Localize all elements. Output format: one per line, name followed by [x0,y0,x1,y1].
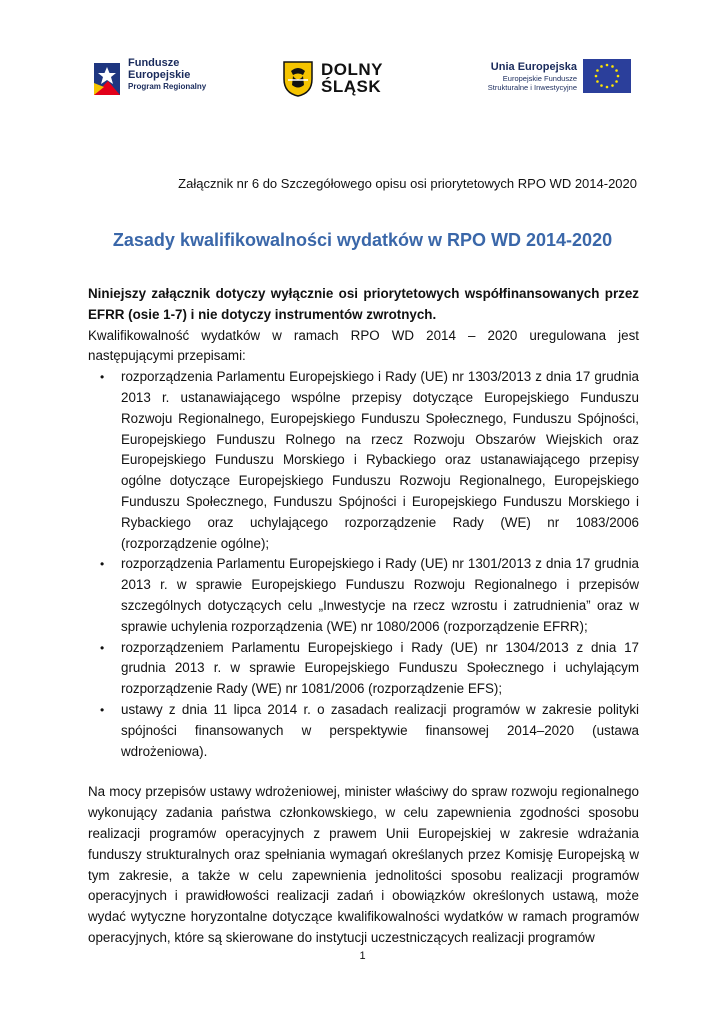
list-item-text: rozporządzenia Parlamentu Europejskiego i Rady (UE) nr 1303/2013 z dnia 17 grudnia 2013 r. ustanawiającego wspólne przepisy dotyczące Europejskiego Funduszu Rozwoju Regionalnego, Europejskiego Funduszu Społecznego, Funduszu Spójności, Europejskiego Funduszu Rolnego na rzecz Rozwoju Obszarów Wiejskich oraz Europejskiego Funduszu Morskiego i Rybackiego oraz ustanawiającego przepisy ogólne dotyczące Europejskiego Funduszu Rozwoju Regionalnego, Europejskiego Funduszu Społecznego, Funduszu Spójności i Europejskiego Funduszu Morskiego i Rybackiego oraz uchylającego rozporządzenie Rady (WE) nr 1083/2006 (rozporządzenie ogólne); [121,369,639,551]
eu-star-icon [611,84,614,87]
intro-bold: Niniejszy załącznik dotyczy wyłącznie osi priorytetowych współfinansowanych przez EFRR (osie 1-7) i nie dotyczy instrumentów zwrotnych. [88,286,639,322]
eu-star-icon [615,69,618,72]
eu-star-icon [596,80,599,83]
intro-text: Kwalifikowalność wydatków w ramach RPO WD 2014 – 2020 uregulowana jest następującymi przepisami: [88,327,639,364]
eu-star-icon [606,64,609,67]
fe-logo-line2: Europejskie [128,69,191,81]
ds-logo-line1: DOLNY [321,60,383,79]
annex-note: Załącznik nr 6 do Szczegółowego opisu osi priorytetowych RPO WD 2014-2020 [178,176,637,191]
eu-star-icon [617,75,620,78]
fe-emblem-icon [90,57,124,101]
page-title: Zasady kwalifikowalności wydatków w RPO WD 2014-2020 [112,230,613,250]
list-item [100,700,639,762]
fe-logo-line1: Fundusze [128,57,180,69]
eu-star-icon [611,65,614,68]
bullet-icon: • [100,640,105,655]
eu-flag-icon [583,59,631,93]
list-item-text: rozporządzenia Parlamentu Europejskiego i Rady (UE) nr 1301/2013 z dnia 17 grudnia 2013 r. w sprawie Europejskiego Funduszu Rozwoju Regionalnego i przepisów szczególnych dotyczących celu „Inwestycje na rzecz wzrostu i zatrudnienia” oraz w sprawie uchylenia rozporządzenia (WE) nr 1080/2006 (rozporządzenie EFRR); [121,556,639,634]
fe-logo-text [128,57,206,93]
ue-logo-title: Unia Europejska [490,61,577,73]
list-item-text: ustawy z dnia 11 lipca 2014 r. o zasadach realizacji programów w zakresie polityki spójności finansowanych w perspektywie finansowej 2014–2020 (ustawa wdrożeniowa). [121,701,639,759]
dolny-slask-logo [283,61,403,101]
fundusze-europejskie-logo [90,57,220,101]
regulations-list [88,367,639,762]
unia-europejska-logo [470,59,635,103]
ds-logo-line2: ŚLĄSK [321,77,382,96]
ue-logo-sub1: Europejskie Fundusze [502,74,577,83]
fe-logo-line3: Program Regionalny [128,82,207,91]
list-item [100,554,639,637]
bullet-icon: • [100,702,105,717]
logo-bar [0,55,725,105]
eu-star-icon [615,80,618,83]
page-number: 1 [359,950,366,962]
ds-logo-text [321,61,383,95]
list-item-text: rozporządzeniem Parlamentu Europejskiego i Rady (UE) nr 1304/2013 z dnia 17 grudnia 2013 r. w sprawie Europejskiego Funduszu Społecznego i uchylającym rozporządzenie Rady (WE) nr 1081/2006 (rozporządzenie EFS); [121,639,639,697]
eu-star-icon [596,69,599,72]
eu-star-icon [600,84,603,87]
document-body [88,284,639,949]
ue-logo-text [488,61,577,92]
eu-star-icon [600,65,603,68]
bullet-icon: • [100,370,105,385]
ue-logo-sub2: Strukturalne i Inwestycyjne [487,83,577,92]
eu-star-icon [595,75,598,78]
list-item [100,638,639,700]
eu-star-icon [606,86,609,89]
list-item [100,367,639,554]
bullet-icon: • [100,557,105,572]
body-paragraph: Na mocy przepisów ustawy wdrożeniowej, minister właściwy do spraw rozwoju regionalnego wykonujący zadania państwa członkowskiego, w celu zapewnienia zgodności sposobu realizacji programów operacyjnych z prawem Unii Europejskiej w zakresie wdrażania funduszy strukturalnych oraz spełniania wymagań określanych przez Komisję Europejską w tym zakresie, a także w celu zapewnienia jednolitości sposobu realizacji programów operacyjnych i prawidłowości realizacji zadań i obowiązków określonych ustawą, może wydać wytyczne horyzontalne dotyczące kwalifikowalności wydatków w ramach programów operacyjnych, które są skierowane do instytucji uczestniczących realizacji programów [88,784,639,945]
coat-of-arms-icon [283,61,313,97]
